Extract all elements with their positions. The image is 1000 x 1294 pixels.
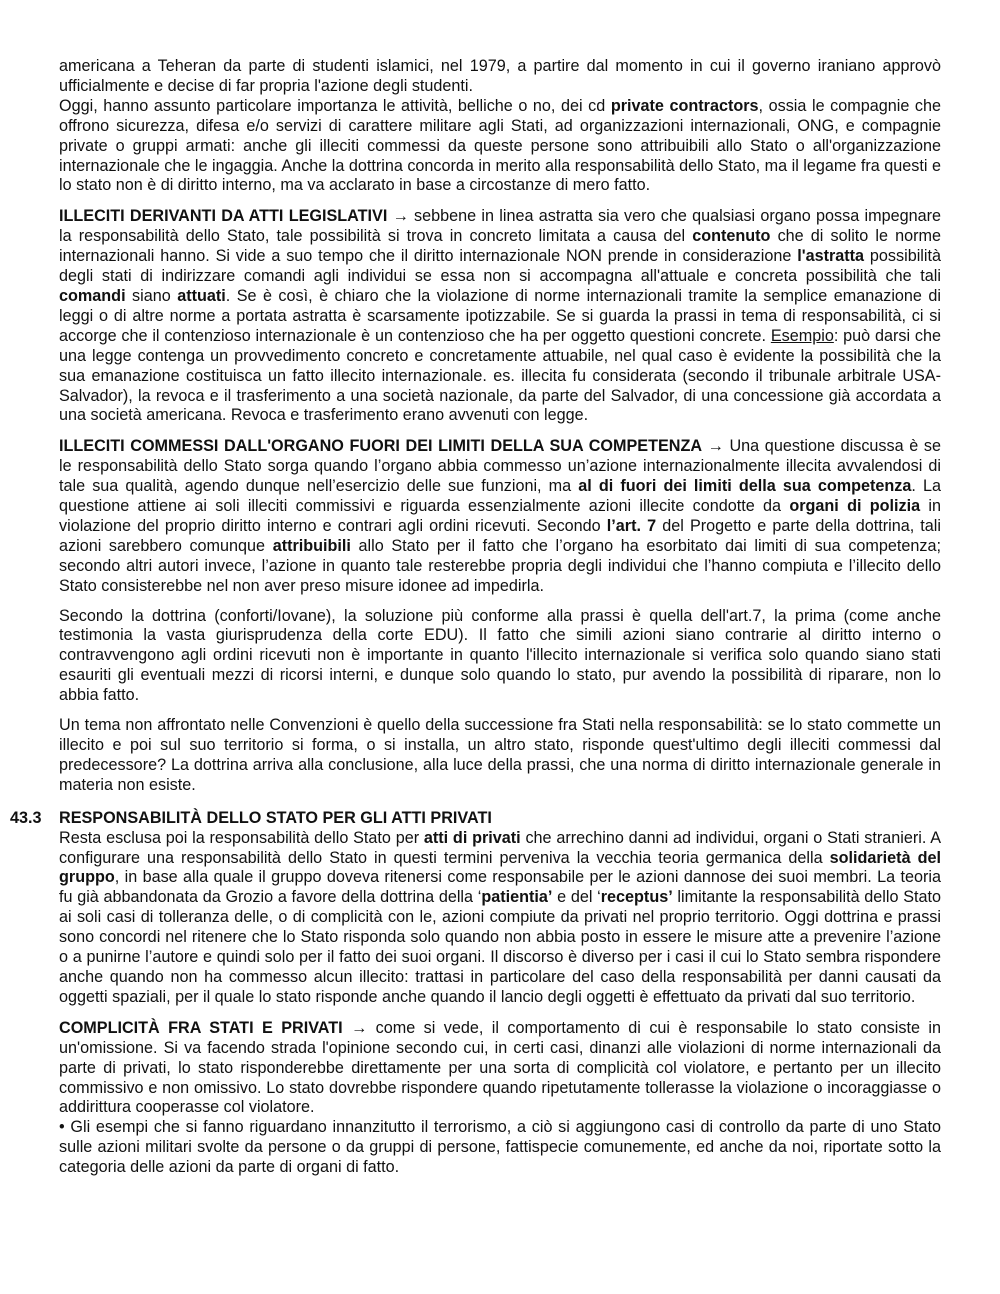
bold-text: attuati	[177, 286, 226, 305]
underlined-text: Esempio	[770, 326, 834, 345]
section-heading	[10, 808, 941, 829]
bold-text: contenuto	[692, 227, 771, 246]
text-run: Resta esclusa poi la responsabilità dello Stato per	[59, 828, 424, 847]
text-run: → Una questione discussa è se le responsabilità dello Stato sorga quando l’organo abbia commesso un’azione internazionalmente illecita avvalendosi di tale sua qualità, agendo dunque nell’esercizio delle sue funzioni, ma	[59, 437, 941, 496]
section-title: RESPONSABILITÀ DELLO STATO PER GLI ATTI PRIVATI	[59, 808, 492, 827]
text-run: → come si vede, il comportamento di cui è responsabile lo stato consiste in un'omissione. Si va facendo strada l'opinione secondo cui, in certi casi, dinanzi alle violazioni di norme internazionali da parte di privati, lo stato risponderebbe direttamente per una sorta di complicità col violatore, e pertanto per un illecito commissivo e non omissivo. Lo stato dovrebbe rispondere quando ripetutamente tollerasse la violazione o incoraggiasse o addirittura cooperasse col violatore.	[59, 1018, 941, 1117]
bold-text: COMPLICITÀ FRA STATI E PRIVATI	[59, 1018, 343, 1037]
text-run: Secondo la dottrina (conforti/Iovane), la soluzione più conforme alla prassi è quella dell'art.7, la prima (come anche testimonia la vasta giurisprudenza della corte EDU). Il fatto che simili azioni siano contrarie al diritto interno o contravvengono agli ordini ricevuti non è importante in quanto l'illecito internazionale si verifica solo quando siano stati esauriti gli eventuali mezzi di ricorsi interni, e dunque solo quando lo stato, pur avendo la possibilità di riparare, non lo abbia fatto.	[59, 606, 941, 705]
text-run: • Gli esempi che si fanno riguardano innanzitutto il terrorismo, a ciò si aggiungono casi di controllo da parte di uno Stato sulle azioni militari svolte da persone o da gruppi di persone, fattispecie comunemente, ed anche da noi, riportate sotto la categoria delle azioni da parte di organi di fatto.	[59, 1118, 941, 1177]
paragraph	[59, 607, 941, 707]
text-run: . Se è così, è chiaro che la violazione di norme internazionali tramite la semplice emanazione di leggi o di altre norme a portata astratta è scarsamente ipotizzabile. Se si guarda la prassi in tema di responsabilità, ci si accorge che il contenzioso internazionale è un contenzioso che ha per oggetto questioni concrete.	[59, 286, 941, 345]
text-run: limitante la responsabilità dello Stato ai soli casi di tolleranza delle, o di complicità con le, azioni compiute da privati nel proprio territorio. Oggi dottrina e prassi sono concordi nel ritenere che lo Stato risponda solo quando non abbia posto in essere le misure atte a prevenire l’azione o a punirne l’autore e quindi solo per il fatto dei suoi organi. Il discorso è diverso per i casi il cui lo Stato sembra rispondere anche quando non ha commesso alcun illecito: trattasi in particolare del caso della responsabilità per danni causati da oggetti spaziali, per il quale lo stato risponde anche quando il lancio degli oggetti è effettuato da privati dal suo territorio.	[59, 888, 941, 1006]
text-run: del Progetto e parte della dottrina, tali azioni sarebbero comunque	[59, 516, 942, 555]
document-page	[10, 57, 942, 1178]
bold-text: ILLECITI DERIVANTI DA ATTI LEGISLATIVI	[59, 207, 388, 226]
bold-text: l'astratta	[797, 247, 865, 266]
text-run: : può darsi che una legge contenga un provvedimento concreto e concretamente attuabile, nel qual caso è evidente la possibilità che la sua emanazione costituisca un fatto illecito internazionale. es. illecita fu considerata (secondo il tribunale arbitrale USA-Salvador), la revoca e il trasferimento a una società nazionale, da parte del Salvador, di una concessione già accordata a una società americana. Revoca e trasferimento erano avvenuti con legge.	[59, 326, 941, 425]
bold-text: organi di polizia	[789, 497, 921, 516]
text-run: possibilità degli stati di indirizzare comandi agli individui se essa non si accompagna all'attuale e concreta possibilità che tali	[59, 247, 941, 286]
bullet-paragraph	[59, 1118, 941, 1178]
bold-text: receptus’	[600, 888, 673, 907]
bold-text: solidarietà del gruppo	[59, 848, 941, 887]
text-run: in violazione del proprio diritto interno e contrari agli ordini ricevuti. Secondo	[59, 497, 941, 535]
text-run: , ossia le compagnie che offrono sicurezza, difesa e/o servizi di carattere militare agli Stati, ad organizzazioni internazionali, ONG, e compagnie private o gruppi armati: anche gli illeciti commessi da queste persone sono attribuibili allo Stato o all'organizzazione internazionale che le ingaggia. Anche la dottrina concorda in merito alla responsabilità dello Stato, ma il legame fra questi e lo stato non è di diritto interno, ma va acclarato in base a circostanze di mero fatto.	[59, 96, 941, 195]
bold-text: al di fuori dei limiti della sua competenza	[578, 477, 912, 496]
text-run: americana a Teheran da parte di studenti islamici, nel 1979, a partire dal momento in cui il governo iraniano approvò ufficialmente e decise di far propria l'azione degli studenti.	[59, 57, 941, 95]
section-number: 43.3	[10, 808, 42, 827]
text-run: e del ‘	[552, 888, 601, 907]
text-run: , in base alla quale il gruppo doveva ritenersi come responsabile per le azioni dannose dei suoi membri. La teoria fu già abbandonata da Grozio a favore della dottrina della ‘	[59, 868, 941, 907]
bold-text: attribuibili	[272, 536, 351, 555]
bold-text: ILLECITI COMMESSI DALL'ORGANO FUORI DEI LIMITI DELLA SUA COMPETENZA	[59, 437, 703, 456]
text-run: → sebbene in linea astratta sia vero che qualsiasi organo possa impegnare la responsabilità dello Stato, tale possibilità si trova in concreto limitata a causa del	[59, 207, 941, 246]
text-run: che di solito le norme internazionali hanno. Si vide a suo tempo che il diritto internazionale NON prende in considerazione	[59, 227, 941, 266]
bold-text: l’art. 7	[606, 516, 657, 535]
text-run: siano	[125, 286, 178, 305]
bold-text: comandi	[59, 286, 126, 305]
paragraph	[59, 829, 941, 1008]
paragraph-complicita	[59, 1019, 941, 1119]
text-run: allo Stato per il fatto che l’organo ha esorbitato dai limiti di sua competenza; secondo altri autori invece, l’azione in quanto tale resterebbe propria degli individui che l’hanno compiuta e l’illecito dello Stato consisterebbe nel non aver preso misure idonee ad impedirla.	[59, 536, 941, 595]
bold-text: atti di privati	[423, 828, 521, 847]
paragraph	[59, 57, 941, 97]
paragraph	[59, 97, 941, 197]
bold-text: patientia’	[481, 888, 553, 907]
paragraph-illeciti-competenza	[59, 437, 941, 596]
paragraph	[59, 716, 941, 796]
text-run: Un tema non affrontato nelle Convenzioni è quello della successione fra Stati nella responsabilità: se lo stato commette un illecito e poi sul suo territorio si forma, o si installa, un altro stato, risponde quest'ultimo degli illeciti commessi dal predecessore? La dottrina arriva alla conclusione, alla luce della prassi, che una norma di diritto internazionale generale in materia non esiste.	[59, 716, 941, 794]
text-run: . La questione attiene ai soli illeciti commissivi e riguarda essenzialmente azioni illecite condotte da	[59, 477, 941, 516]
bold-text: private contractors	[610, 96, 759, 115]
paragraph-illeciti-legislativi	[59, 207, 941, 426]
text-run: che arrechino danni ad individui, organi o Stati stranieri. A configurare una responsabilità dello Stato in questi termini perveniva la vecchia teoria germanica della	[59, 828, 941, 867]
text-run: Oggi, hanno assunto particolare importanza le attività, belliche o no, dei cd	[59, 96, 611, 115]
